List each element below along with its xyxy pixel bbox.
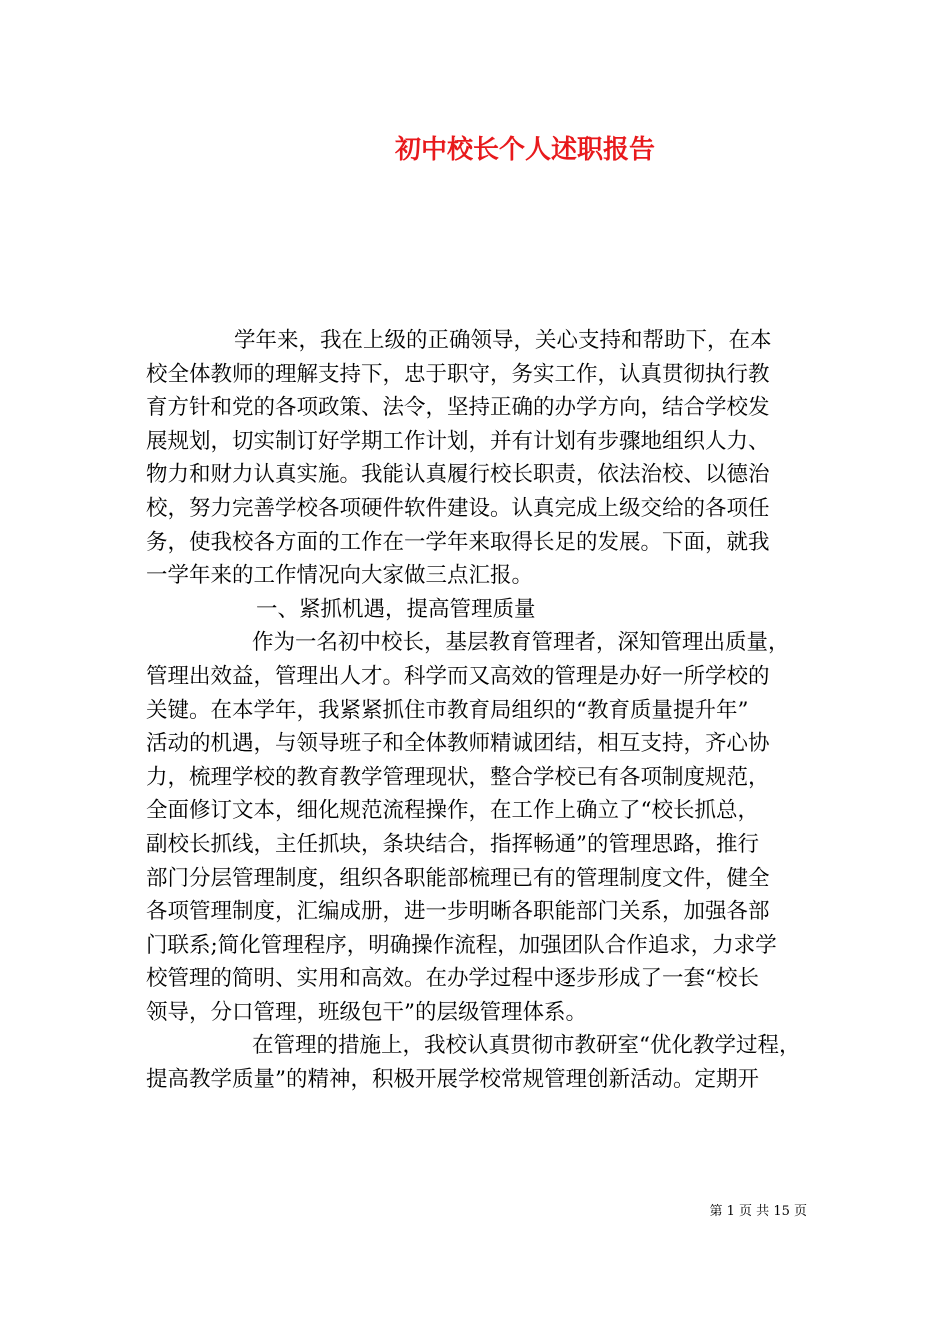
paragraph-line: 活动的机遇，与领导班子和全体教师精诚团结，相互支持，齐心协 <box>146 731 770 757</box>
paragraph-line: 作为一名初中校长，基层教育管理者，深知管理出质量， <box>252 630 790 656</box>
paragraph-line: 育方针和党的各项政策、法令，坚持正确的办学方向，结合学校发 <box>146 395 770 421</box>
paragraph-line: 力，梳理学校的教育教学管理现状，整合学校已有各项制度规范， <box>146 764 770 790</box>
paragraph-line: 展规划，切实制订好学期工作计划，并有计划有步骤地组织人力、 <box>146 428 770 454</box>
paragraph-line: 部门分层管理制度，组织各职能部梳理已有的管理制度文件，健全 <box>146 865 770 891</box>
paragraph-line: 副校长抓线，主任抓块，条块结合，指挥畅通”的管理思路，推行 <box>146 831 759 857</box>
paragraph-line: 在管理的措施上，我校认真贯彻市教研室“优化教学过程， <box>252 1033 801 1059</box>
paragraph-line: 校全体教师的理解支持下，忠于职守，务实工作，认真贯彻执行教 <box>146 361 770 387</box>
document-title: 初中校长个人述职报告 <box>394 135 655 165</box>
paragraph-line: 校管理的简明、实用和高效。在办学过程中逐步形成了一套“校长 <box>146 966 759 992</box>
paragraph-line: 门联系;简化管理程序，明确操作流程，加强团队合作追求，力求学 <box>146 932 777 958</box>
document-body <box>146 324 810 1097</box>
page-number: 第 1 页 共 15 页 <box>709 1204 807 1219</box>
paragraph-line: 领导，分口管理，班级包干”的层级管理体系。 <box>146 999 587 1025</box>
paragraph-line: 全面修订文本，细化规范流程操作，在工作上确立了“校长抓总， <box>146 798 759 824</box>
paragraph-line: 管理出效益，管理出人才。科学而又高效的管理是办好一所学校的 <box>146 663 770 689</box>
paragraph-line: 各项管理制度，汇编成册，进一步明晰各职能部门关系，加强各部 <box>146 899 770 925</box>
paragraph-line: 关键。在本学年，我紧紧抓住市教育局组织的“教育质量提升年” <box>146 697 749 723</box>
section-heading: 一、紧抓机遇，提高管理质量 <box>256 596 536 622</box>
paragraph-line: 提高教学质量”的精神，积极开展学校常规管理创新活动。定期开 <box>146 1067 759 1093</box>
paragraph-line: 务，使我校各方面的工作在一学年来取得长足的发展。下面，就我 <box>146 529 770 555</box>
paragraph-line: 一学年来的工作情况向大家做三点汇报。 <box>146 563 534 589</box>
paragraph-line: 学年来，我在上级的正确领导，关心支持和帮助下，在本 <box>234 328 772 353</box>
paragraph-line: 校，努力完善学校各项硬件软件建设。认真完成上级交给的各项任 <box>146 495 770 521</box>
paragraph-line: 物力和财力认真实施。我能认真履行校长职责，依法治校、以德治 <box>146 462 770 488</box>
